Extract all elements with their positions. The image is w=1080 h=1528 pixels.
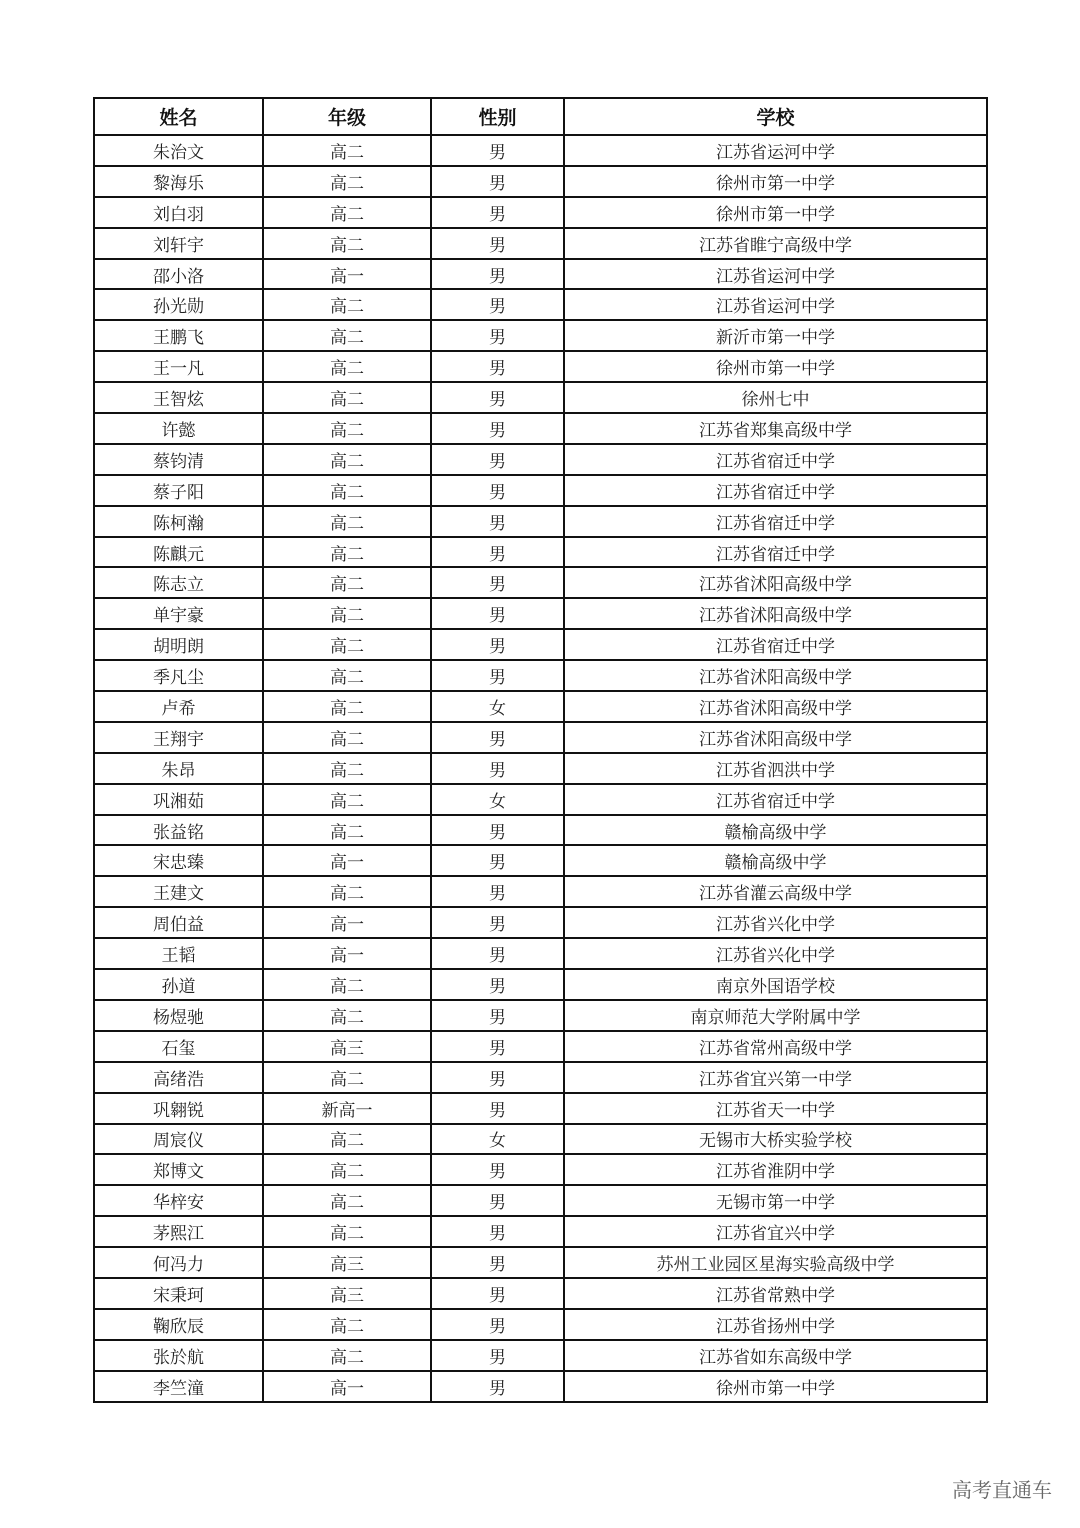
table-row [94, 876, 987, 907]
cell-school: 徐州市第一中学 [564, 166, 987, 197]
table-row [94, 753, 987, 784]
cell-gender: 男 [431, 444, 564, 475]
cell-school: 江苏省天一中学 [564, 1093, 987, 1124]
cell-name: 陈柯瀚 [94, 506, 263, 537]
cell-grade: 高一 [263, 845, 431, 876]
cell-name: 朱昂 [94, 753, 263, 784]
cell-grade: 高二 [263, 660, 431, 691]
cell-grade: 高一 [263, 938, 431, 969]
cell-name: 胡明朗 [94, 629, 263, 660]
cell-gender: 男 [431, 382, 564, 413]
cell-school: 江苏省宜兴第一中学 [564, 1062, 987, 1093]
cell-name: 周宸仪 [94, 1124, 263, 1155]
cell-name: 王韬 [94, 938, 263, 969]
cell-grade: 高二 [263, 629, 431, 660]
cell-school: 江苏省运河中学 [564, 135, 987, 166]
cell-school: 江苏省宿迁中学 [564, 475, 987, 506]
cell-school: 无锡市大桥实验学校 [564, 1124, 987, 1155]
table-row [94, 1309, 987, 1340]
cell-gender: 男 [431, 1185, 564, 1216]
header-gender: 性别 [431, 98, 564, 135]
cell-grade: 高二 [263, 969, 431, 1000]
cell-name: 石玺 [94, 1031, 263, 1062]
cell-grade: 高二 [263, 382, 431, 413]
cell-name: 王智炫 [94, 382, 263, 413]
cell-grade: 高二 [263, 444, 431, 475]
cell-school: 江苏省沭阳高级中学 [564, 722, 987, 753]
cell-name: 华梓安 [94, 1185, 263, 1216]
cell-school: 江苏省沭阳高级中学 [564, 660, 987, 691]
cell-school: 江苏省兴化中学 [564, 907, 987, 938]
cell-gender: 男 [431, 197, 564, 228]
table-row [94, 382, 987, 413]
cell-grade: 高二 [263, 197, 431, 228]
cell-school: 无锡市第一中学 [564, 1185, 987, 1216]
cell-name: 李竺潼 [94, 1371, 263, 1402]
cell-grade: 高二 [263, 1000, 431, 1031]
cell-grade: 高三 [263, 1247, 431, 1278]
table-row [94, 259, 987, 290]
cell-gender: 男 [431, 320, 564, 351]
table-row [94, 228, 987, 259]
cell-gender: 男 [431, 969, 564, 1000]
cell-grade: 高二 [263, 815, 431, 846]
cell-school: 江苏省宿迁中学 [564, 629, 987, 660]
header-grade: 年级 [263, 98, 431, 135]
cell-grade: 高二 [263, 537, 431, 568]
cell-school: 苏州工业园区星海实验高级中学 [564, 1247, 987, 1278]
cell-gender: 男 [431, 1340, 564, 1371]
cell-gender: 男 [431, 938, 564, 969]
cell-gender: 女 [431, 691, 564, 722]
cell-grade: 高二 [263, 691, 431, 722]
cell-school: 徐州七中 [564, 382, 987, 413]
cell-school: 江苏省宿迁中学 [564, 784, 987, 815]
cell-name: 单宇豪 [94, 598, 263, 629]
cell-grade: 高二 [263, 475, 431, 506]
cell-grade: 高二 [263, 1185, 431, 1216]
cell-name: 邵小洛 [94, 259, 263, 290]
cell-school: 徐州市第一中学 [564, 351, 987, 382]
table-row [94, 691, 987, 722]
cell-school: 江苏省睢宁高级中学 [564, 228, 987, 259]
cell-gender: 男 [431, 506, 564, 537]
cell-gender: 男 [431, 567, 564, 598]
cell-gender: 男 [431, 228, 564, 259]
cell-name: 刘轩宇 [94, 228, 263, 259]
cell-name: 王建文 [94, 876, 263, 907]
cell-school: 江苏省宿迁中学 [564, 537, 987, 568]
cell-school: 新沂市第一中学 [564, 320, 987, 351]
cell-grade: 高二 [263, 598, 431, 629]
cell-name: 季凡尘 [94, 660, 263, 691]
cell-grade: 高二 [263, 784, 431, 815]
cell-grade: 高二 [263, 1124, 431, 1155]
header-name: 姓名 [94, 98, 263, 135]
cell-gender: 男 [431, 1093, 564, 1124]
table-row [94, 938, 987, 969]
table-row [94, 351, 987, 382]
cell-grade: 高二 [263, 413, 431, 444]
cell-school: 江苏省宿迁中学 [564, 444, 987, 475]
cell-name: 孙道 [94, 969, 263, 1000]
cell-gender: 男 [431, 1000, 564, 1031]
cell-grade: 高二 [263, 1309, 431, 1340]
cell-gender: 男 [431, 413, 564, 444]
cell-grade: 高二 [263, 876, 431, 907]
cell-gender: 男 [431, 815, 564, 846]
cell-name: 陈麒元 [94, 537, 263, 568]
cell-name: 宋秉珂 [94, 1278, 263, 1309]
cell-school: 江苏省泗洪中学 [564, 753, 987, 784]
table-row [94, 1031, 987, 1062]
table-header-row [94, 98, 987, 135]
cell-name: 张於航 [94, 1340, 263, 1371]
cell-name: 巩翱锐 [94, 1093, 263, 1124]
cell-gender: 男 [431, 135, 564, 166]
cell-school: 南京外国语学校 [564, 969, 987, 1000]
cell-name: 巩湘茹 [94, 784, 263, 815]
cell-name: 蔡子阳 [94, 475, 263, 506]
table-row [94, 166, 987, 197]
table-row [94, 567, 987, 598]
cell-grade: 高一 [263, 907, 431, 938]
cell-grade: 高三 [263, 1278, 431, 1309]
cell-gender: 男 [431, 876, 564, 907]
cell-gender: 男 [431, 537, 564, 568]
cell-gender: 男 [431, 1031, 564, 1062]
table-row [94, 722, 987, 753]
cell-name: 王鹏飞 [94, 320, 263, 351]
cell-school: 江苏省沭阳高级中学 [564, 691, 987, 722]
table-row [94, 845, 987, 876]
table-row [94, 1154, 987, 1185]
cell-gender: 男 [431, 660, 564, 691]
cell-name: 高绪浩 [94, 1062, 263, 1093]
table-row [94, 629, 987, 660]
cell-gender: 男 [431, 1371, 564, 1402]
cell-school: 南京师范大学附属中学 [564, 1000, 987, 1031]
cell-grade: 高二 [263, 1216, 431, 1247]
table-row [94, 1124, 987, 1155]
table-row [94, 598, 987, 629]
table-row [94, 1278, 987, 1309]
table-row [94, 537, 987, 568]
cell-name: 郑博文 [94, 1154, 263, 1185]
cell-gender: 男 [431, 629, 564, 660]
cell-gender: 男 [431, 722, 564, 753]
cell-grade: 高二 [263, 166, 431, 197]
cell-name: 王一凡 [94, 351, 263, 382]
cell-school: 江苏省常熟中学 [564, 1278, 987, 1309]
cell-school: 徐州市第一中学 [564, 197, 987, 228]
cell-gender: 男 [431, 753, 564, 784]
cell-name: 张益铭 [94, 815, 263, 846]
cell-grade: 高二 [263, 1062, 431, 1093]
cell-name: 王翔宇 [94, 722, 263, 753]
table-row [94, 1185, 987, 1216]
cell-name: 宋忠臻 [94, 845, 263, 876]
table-row [94, 444, 987, 475]
cell-school: 江苏省郑集高级中学 [564, 413, 987, 444]
cell-name: 卢希 [94, 691, 263, 722]
table-row [94, 1247, 987, 1278]
table-row [94, 475, 987, 506]
cell-grade: 高二 [263, 506, 431, 537]
cell-name: 刘白羽 [94, 197, 263, 228]
cell-gender: 女 [431, 784, 564, 815]
table-row [94, 1062, 987, 1093]
cell-name: 何冯力 [94, 1247, 263, 1278]
table-row [94, 1216, 987, 1247]
cell-gender: 女 [431, 1124, 564, 1155]
cell-grade: 高二 [263, 567, 431, 598]
table-row [94, 506, 987, 537]
table-row [94, 1340, 987, 1371]
cell-grade: 高一 [263, 259, 431, 290]
cell-grade: 高二 [263, 722, 431, 753]
cell-name: 鞠欣辰 [94, 1309, 263, 1340]
cell-gender: 男 [431, 845, 564, 876]
cell-name: 蔡钧清 [94, 444, 263, 475]
cell-grade: 高二 [263, 1154, 431, 1185]
cell-gender: 男 [431, 598, 564, 629]
table-row [94, 660, 987, 691]
cell-gender: 男 [431, 1062, 564, 1093]
table-row [94, 907, 987, 938]
table-row [94, 135, 987, 166]
cell-school: 江苏省灌云高级中学 [564, 876, 987, 907]
cell-name: 朱治文 [94, 135, 263, 166]
cell-name: 杨煜驰 [94, 1000, 263, 1031]
cell-name: 黎海乐 [94, 166, 263, 197]
table-row [94, 197, 987, 228]
student-table [93, 97, 988, 1403]
cell-school: 江苏省常州高级中学 [564, 1031, 987, 1062]
cell-school: 江苏省扬州中学 [564, 1309, 987, 1340]
cell-gender: 男 [431, 475, 564, 506]
table-row [94, 1000, 987, 1031]
cell-grade: 高一 [263, 1371, 431, 1402]
cell-gender: 男 [431, 1216, 564, 1247]
cell-grade: 高二 [263, 753, 431, 784]
cell-name: 周伯益 [94, 907, 263, 938]
cell-gender: 男 [431, 1247, 564, 1278]
cell-name: 茅熙江 [94, 1216, 263, 1247]
table-row [94, 1371, 987, 1402]
cell-grade: 高二 [263, 1340, 431, 1371]
cell-grade: 高二 [263, 135, 431, 166]
cell-name: 孙光勋 [94, 289, 263, 320]
cell-grade: 高三 [263, 1031, 431, 1062]
cell-name: 陈志立 [94, 567, 263, 598]
cell-grade: 新高一 [263, 1093, 431, 1124]
cell-school: 赣榆高级中学 [564, 815, 987, 846]
cell-school: 江苏省运河中学 [564, 289, 987, 320]
cell-school: 徐州市第一中学 [564, 1371, 987, 1402]
watermark: 高考直通车 [952, 1478, 1052, 1502]
cell-school: 江苏省淮阴中学 [564, 1154, 987, 1185]
cell-school: 江苏省宿迁中学 [564, 506, 987, 537]
cell-gender: 男 [431, 1309, 564, 1340]
table-row [94, 320, 987, 351]
cell-school: 江苏省沭阳高级中学 [564, 567, 987, 598]
cell-school: 江苏省宜兴中学 [564, 1216, 987, 1247]
table-row [94, 969, 987, 1000]
cell-grade: 高二 [263, 228, 431, 259]
cell-school: 江苏省兴化中学 [564, 938, 987, 969]
table-row [94, 784, 987, 815]
cell-name: 许懿 [94, 413, 263, 444]
cell-gender: 男 [431, 1154, 564, 1185]
cell-grade: 高二 [263, 351, 431, 382]
table-row [94, 289, 987, 320]
table-row [94, 413, 987, 444]
header-school: 学校 [564, 98, 987, 135]
cell-gender: 男 [431, 1278, 564, 1309]
table-row [94, 1093, 987, 1124]
cell-gender: 男 [431, 259, 564, 290]
cell-school: 江苏省运河中学 [564, 259, 987, 290]
cell-school: 赣榆高级中学 [564, 845, 987, 876]
cell-gender: 男 [431, 289, 564, 320]
cell-grade: 高二 [263, 320, 431, 351]
cell-gender: 男 [431, 166, 564, 197]
cell-grade: 高二 [263, 289, 431, 320]
cell-gender: 男 [431, 907, 564, 938]
cell-gender: 男 [431, 351, 564, 382]
cell-school: 江苏省沭阳高级中学 [564, 598, 987, 629]
cell-school: 江苏省如东高级中学 [564, 1340, 987, 1371]
table-row [94, 815, 987, 846]
